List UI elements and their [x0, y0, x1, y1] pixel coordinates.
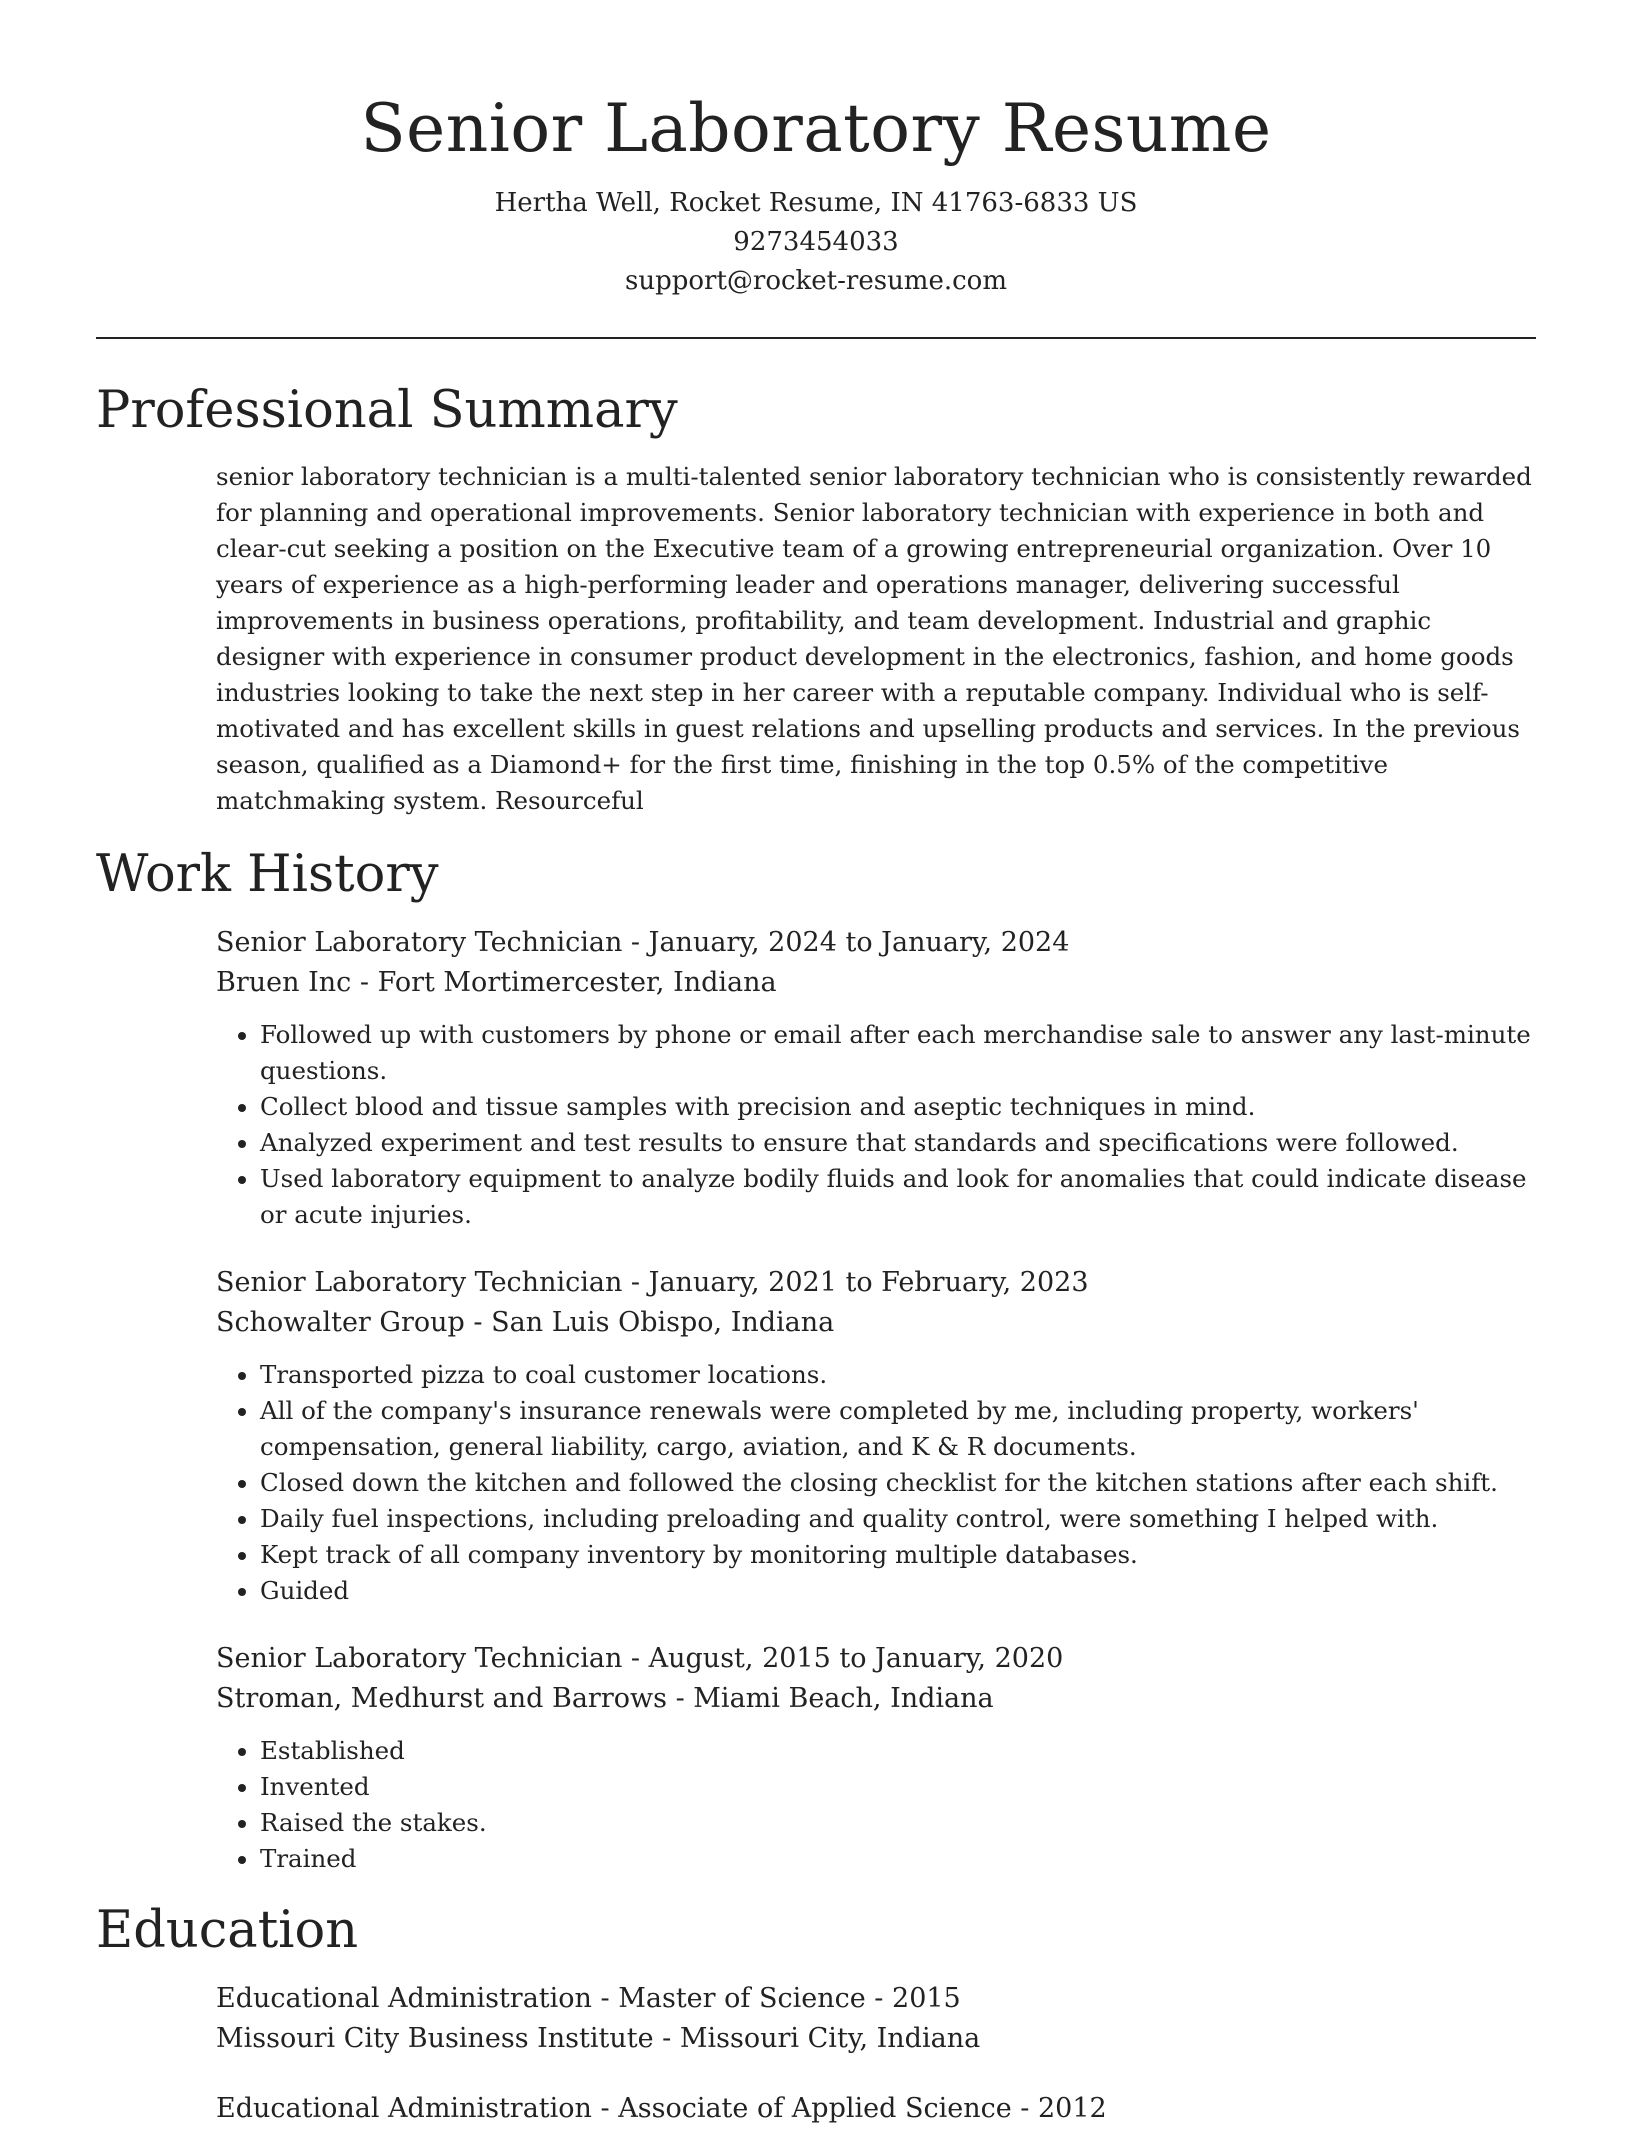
job-bullet: • Followed up with customers by phone or email after each merchandise sale to answer any last-minute questions.: [260, 1017, 1536, 1089]
separator: -: [464, 1307, 492, 1338]
job-location: San Luis Obispo, Indiana: [491, 1307, 835, 1338]
job-bullet: • Collect blood and tissue samples with precision and aseptic techniques in mind.: [260, 1089, 1536, 1125]
job-bullet: • Established: [260, 1733, 1536, 1769]
job-dates: January, 2024 to January, 2024: [648, 927, 1070, 958]
job-title: Senior Laboratory Technician: [216, 1643, 623, 1674]
education-school-line: [216, 2019, 1536, 2059]
job-entry: [216, 1639, 1536, 1877]
education-degree-line: [216, 2089, 1536, 2129]
job-bullets: [216, 1733, 1536, 1877]
education-field: Educational Administration: [216, 2093, 592, 2124]
separator: -: [1011, 2093, 1038, 2124]
job-title: Senior Laboratory Technician: [216, 927, 623, 958]
separator: -: [653, 2023, 680, 2054]
resume-title: Senior Laboratory Resume: [360, 90, 1272, 167]
job-bullets: [216, 1357, 1536, 1609]
education-field: Educational Administration: [216, 1983, 592, 2014]
job-bullets: [216, 1017, 1536, 1233]
education-location: Missouri City, Indiana: [679, 2023, 981, 2054]
job-dates: January, 2021 to February, 2023: [648, 1267, 1089, 1298]
job-location: Fort Mortimercester, Indiana: [377, 967, 777, 998]
contact-block: [96, 184, 1536, 301]
job-company: Schowalter Group: [216, 1307, 465, 1338]
separator: -: [666, 1683, 694, 1714]
education-year: 2015: [892, 1983, 961, 2014]
job-company-line: [216, 1679, 1536, 1719]
job-company: Stroman, Medhurst and Barrows: [216, 1683, 667, 1714]
separator: -: [591, 2093, 619, 2124]
contact-address: Hertha Well, Rocket Resume, IN 41763-6833 US: [494, 188, 1138, 218]
separator: -: [351, 967, 378, 998]
job-bullet: • All of the company's insurance renewals were completed by me, including property, workers' compensation, general liability, cargo, aviation, and K & R documents.: [260, 1393, 1536, 1465]
education-heading: Education: [96, 1901, 359, 1960]
education-year: 2012: [1038, 2093, 1107, 2124]
education-entry: [216, 1979, 1536, 2059]
separator: -: [591, 1983, 619, 2014]
education-entry: [216, 2089, 1536, 2129]
education-degree: Associate of Applied Science: [618, 2093, 1012, 2124]
separator: -: [622, 1643, 649, 1674]
contact-email: support@rocket-resume.com: [624, 266, 1007, 296]
header-divider: [96, 337, 1536, 339]
job-company-line: [216, 963, 1536, 1003]
job-dates: August, 2015 to January, 2020: [648, 1643, 1064, 1674]
job-bullet: • Guided: [260, 1573, 1536, 1609]
resume-page: [96, 0, 1536, 2129]
job-entry: [216, 923, 1536, 1233]
summary-heading: Professional Summary: [96, 381, 678, 440]
education-degree-line: [216, 1979, 1536, 2019]
job-bullet: • Invented: [260, 1769, 1536, 1805]
job-company-line: [216, 1303, 1536, 1343]
job-title: Senior Laboratory Technician: [216, 1267, 623, 1298]
education-degree: Master of Science: [618, 1983, 866, 2014]
job-bullet: • Daily fuel inspections, including preloading and quality control, were something I helped with.: [260, 1501, 1536, 1537]
job-company: Bruen Inc: [216, 967, 352, 998]
education-school: Missouri City Business Institute: [216, 2023, 654, 2054]
job-bullet: • Closed down the kitchen and followed the closing checklist for the kitchen stations after each shift.: [260, 1465, 1536, 1501]
job-bullet: • Analyzed experiment and test results to ensure that standards and specifications were followed.: [260, 1125, 1536, 1161]
job-title-line: [216, 1639, 1536, 1679]
job-entry: [216, 1263, 1536, 1609]
work-history-heading: Work History: [96, 845, 439, 904]
job-bullet: • Transported pizza to coal customer locations.: [260, 1357, 1536, 1393]
job-bullet: • Kept track of all company inventory by monitoring multiple databases.: [260, 1537, 1536, 1573]
job-location: Miami Beach, Indiana: [693, 1683, 994, 1714]
separator: -: [865, 1983, 893, 2014]
job-title-line: [216, 1263, 1536, 1303]
summary-text: senior laboratory technician is a multi-talented senior laboratory technician who is consistently rewarded for planning and operational improvements. Senior laboratory technician with experience in both and clear-cut seeking a position on the Executive team of a growing entrepreneurial organization. Over 10 years of experience as a high-performing leader and operations manager, delivering successful improvements in business operations, profitability, and team development. Industrial and graphic designer with experience in consumer product development in the electronics, fashion, and home goods industries looking to take the next step in her career with a reputable company. Individual who is self-motivated and has excellent skills in guest relations and upselling products and services. In the previous season, qualified as a Diamond+ for the first time, finishing in the top 0.5% of the competitive matchmaking system. Resourceful: [216, 462, 1532, 815]
job-bullet: • Raised the stakes.: [260, 1805, 1536, 1841]
job-bullet: • Trained: [260, 1841, 1536, 1877]
resume-header: [96, 0, 1536, 301]
separator: -: [622, 1267, 649, 1298]
job-bullet: • Used laboratory equipment to analyze bodily fluids and look for anomalies that could indicate disease or acute injuries.: [260, 1161, 1536, 1233]
separator: -: [622, 927, 649, 958]
job-title-line: [216, 923, 1536, 963]
contact-phone: 9273454033: [733, 227, 899, 257]
